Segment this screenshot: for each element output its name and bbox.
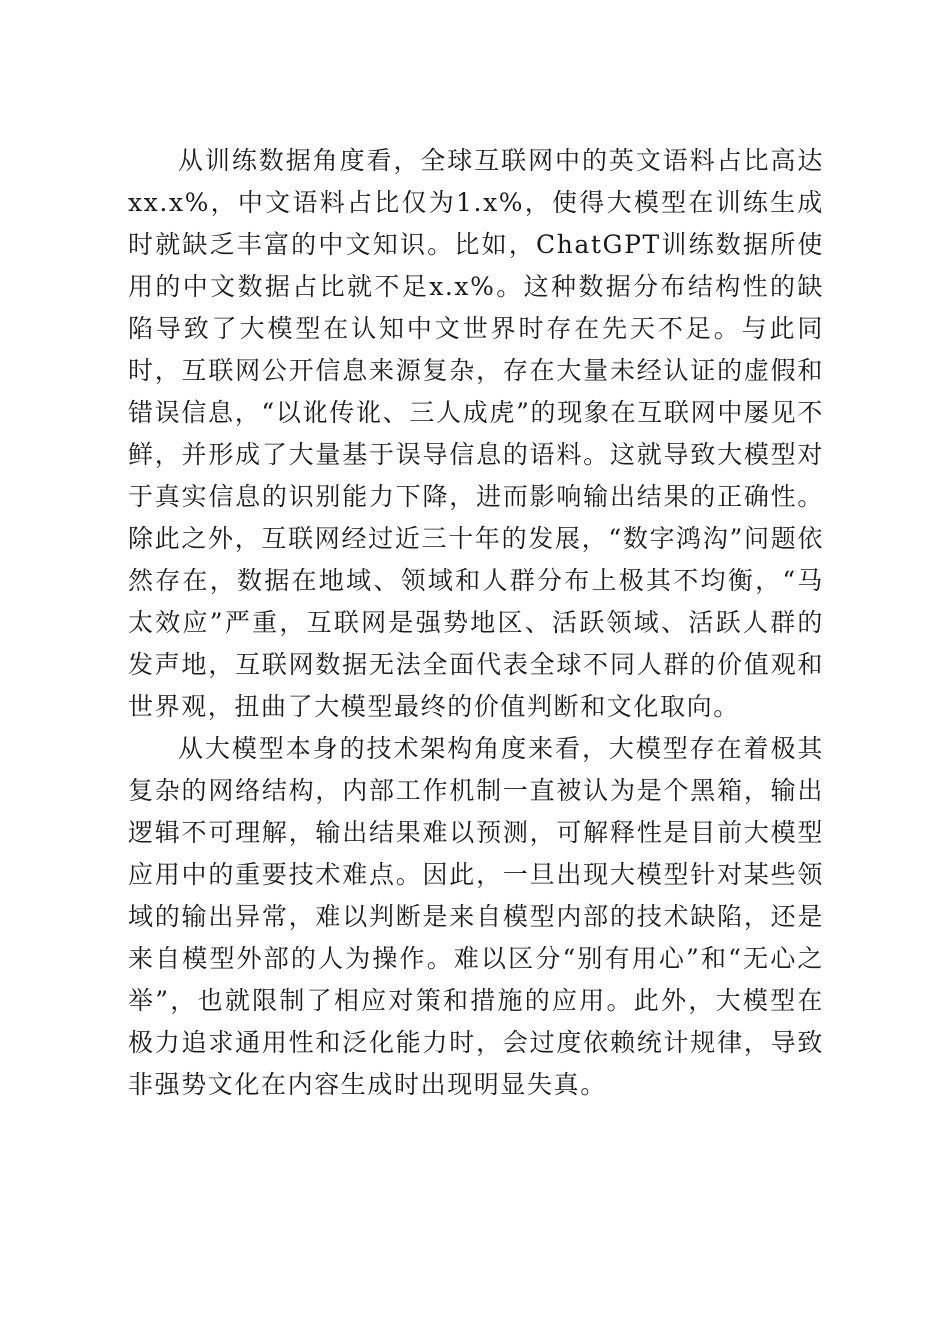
document-body (128, 140, 824, 1106)
paragraph-training-data: 从训练数据角度看，全球互联网中的英文语料占比高达xx.x%，中文语料占比仅为1.x%，使得大模型在训练生成时就缺乏丰富的中文知识。比如，ChatGPT训练数据所使用的中文数据占比就不足x.x%。这种数据分布结构性的缺陷导致了大模型在认知中文世界时存在先天不足。与此同时，互联网公开信息来源复杂，存在大量未经认证的虚假和错误信息，“以讹传讹、三人成虎”的现象在互联网中屡见不鲜，并形成了大量基于误导信息的语料。这就导致大模型对于真实信息的识别能力下降，进而影响输出结果的正确性。除此之外，互联网经过近三十年的发展，“数字鸿沟”问题依然存在，数据在地域、领域和人群分布上极其不均衡，“马太效应”严重，互联网是强势地区、活跃领域、活跃人群的发声地，互联网数据无法全面代表全球不同人群的价值观和世界观，扭曲了大模型最终的价值判断和文化取向。 (128, 146, 824, 721)
paragraph-model-architecture: 从大模型本身的技术架构角度来看，大模型存在着极其复杂的网络结构，内部工作机制一直被认为是个黑箱，输出逻辑不可理解，输出结果难以预测，可解释性是目前大模型应用中的重要技术难点。因此，一旦出现大模型针对某些领域的输出异常，难以判断是来自模型内部的技术缺陷，还是来自模型外部的人为操作。难以区分“别有用心”和“无心之举”，也就限制了相应对策和措施的应用。此外，大模型在极力追求通用性和泛化能力时，会过度依赖统计规律，导致非强势文化在内容生成时出现明显失真。 (128, 734, 824, 1099)
